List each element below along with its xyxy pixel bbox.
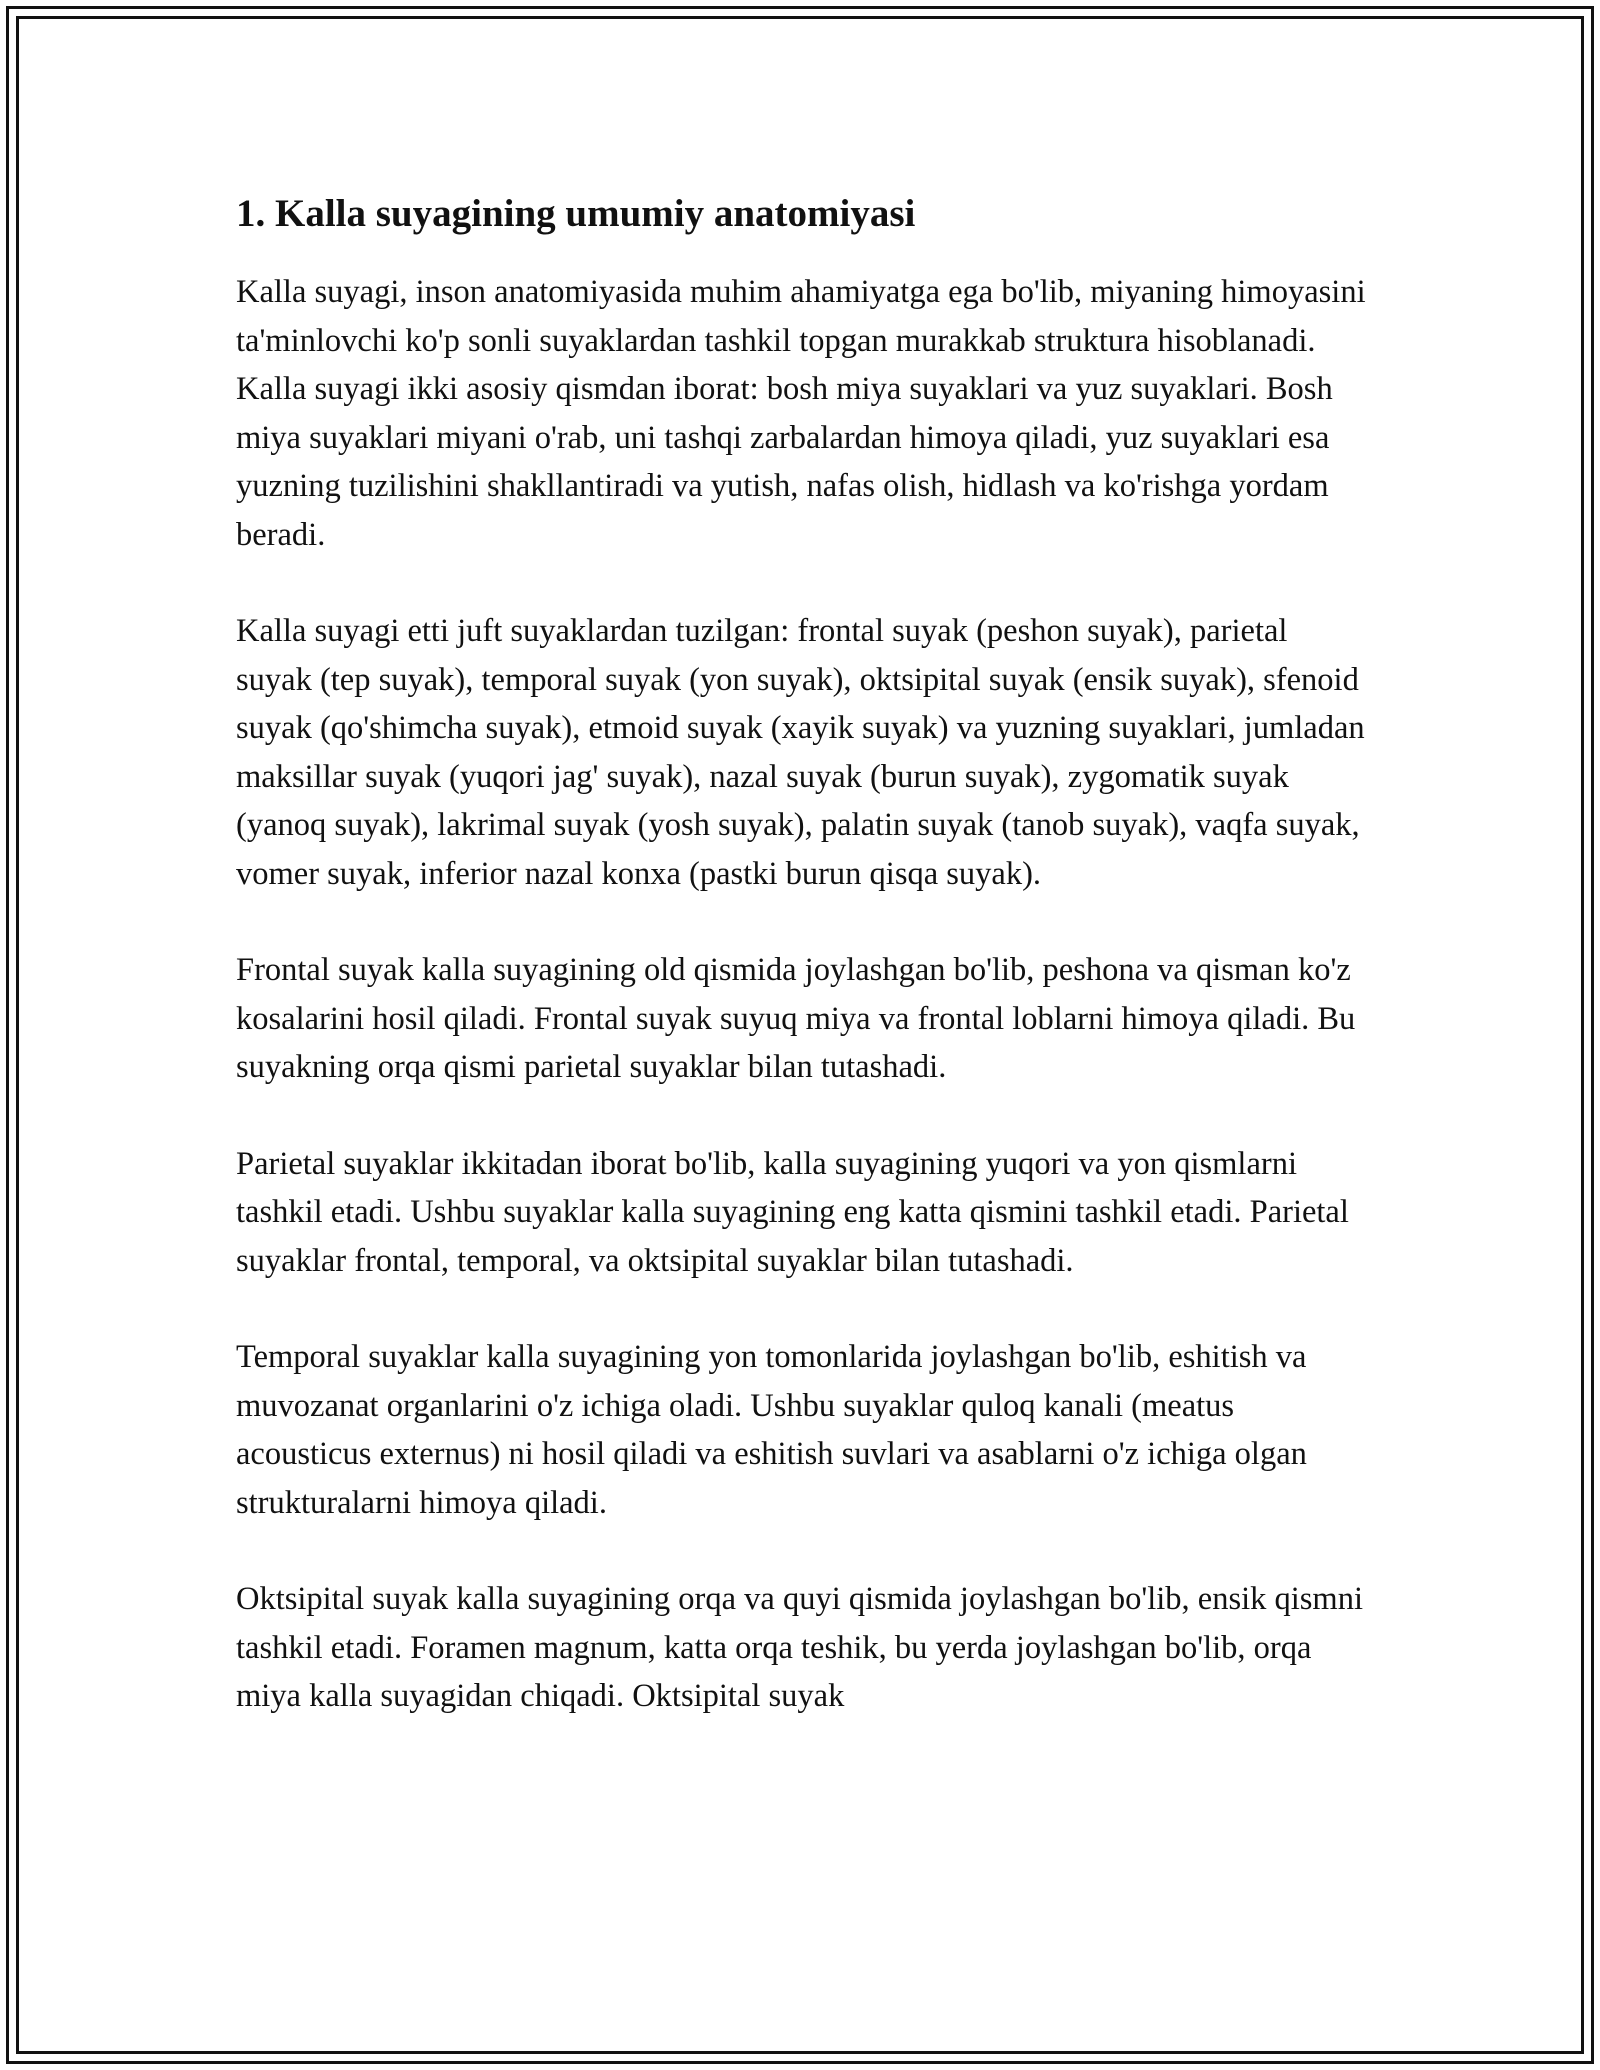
paragraph-occipital: Oktsipital suyak kalla suyagining orqa va quyi qismida joylashgan bo'lib, ensik qismni tashkil etadi. Foramen magnum, katta orqa teshik, bu yerda joylashgan bo'lib, orqa miya kalla suyagidan chiqadi. Oktsipital suyak — [236, 1581, 1363, 1714]
paragraph-frontal: Frontal suyak kalla suyagining old qismida joylashgan bo'lib, peshona va qisman ko'z kosalarini hosil qiladi. Frontal suyak suyuq miya va frontal loblarni himoya qiladi. Bu suyakning orqa qismi parietal suyaklar bilan tutashadi. — [236, 952, 1356, 1085]
paragraph-temporal: Temporal suyaklar kalla suyagining yon tomonlarida joylashgan bo'lib, eshitish va muvozanat organlarini o'z ichiga oladi. Ushbu suyaklar quloq kanali (meatus acousticus externus) ni hosil qiladi va eshitish suvlari va asablarni o'z ichiga olgan strukturalarni himoya qiladi. — [236, 1339, 1307, 1521]
paragraph-bone-list: Kalla suyagi etti juft suyaklardan tuzilgan: frontal suyak (peshon suyak), parietal suyak (tep suyak), temporal suyak (yon suyak), oktsipital suyak (ensik suyak), sfenoid suyak (qo'shimcha suyak), etmoid suyak (xayik suyak) va yuzning suyaklari, jumladan maksillar suyak (yuqori jag' suyak), nazal suyak (burun suyak), zygomatik suyak (yanoq suyak), lakrimal suyak (yosh suyak), palatin suyak (tanob suyak), vaqfa suyak, vomer suyak, inferior nazal konxa (pastki burun qisqa suyak). — [236, 613, 1365, 892]
section-heading: 1. Kalla suyagining umumiy anatomiyasi — [236, 192, 916, 235]
paragraph-parietal: Parietal suyaklar ikkitadan iborat bo'lib, kalla suyagining yuqori va yon qismlarni tashkil etadi. Ushbu suyaklar kalla suyagining eng katta qismini tashkil etadi. Parietal suyaklar frontal, temporal, va oktsipital suyaklar bilan tutashadi. — [236, 1145, 1349, 1279]
paragraph-intro: Kalla suyagi, inson anatomiyasida muhim ahamiyatga ega bo'lib, miyaning himoyasini ta'minlovchi ko'p sonli suyaklardan tashkil topgan murakkab struktura hisoblanadi. Kalla suyagi ikki asosiy qismdan iborat: bosh miya suyaklari va yuz suyaklari. Bosh miya suyaklari miyani o'rab, uni tashqi zarbalardan himoya qiladi, yuz suyaklari esa yuzning tuzilishini shakllantiradi va yutish, nafas olish, hidlash va ko'rishga yordam beradi. — [236, 274, 1366, 553]
document-body — [236, 188, 1366, 1769]
